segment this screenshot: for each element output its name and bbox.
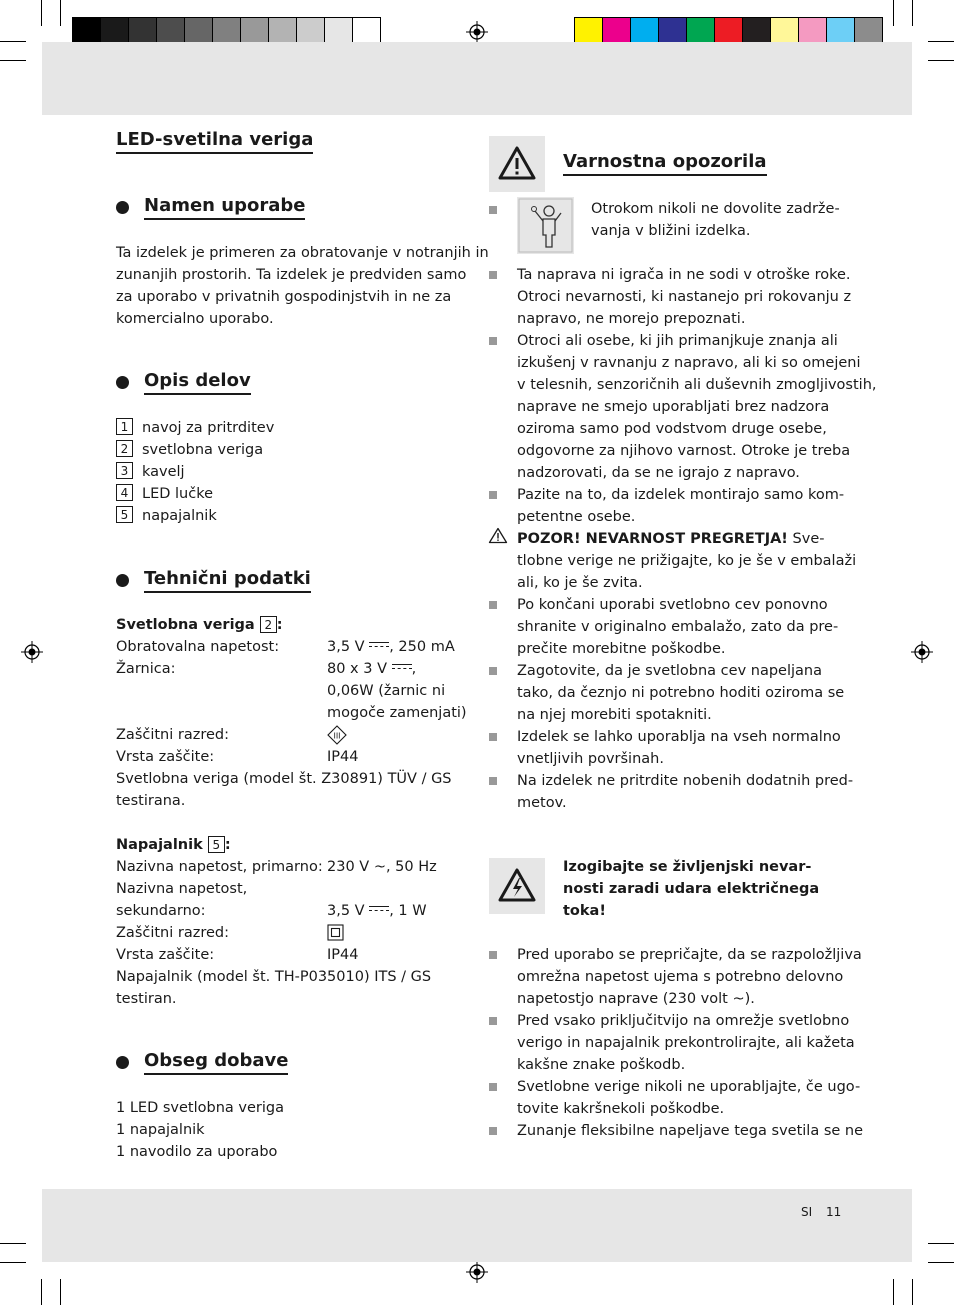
list-item [116, 461, 185, 483]
intended-use-text: zunanjih prostorih. Ta izdelek je predviden samo [116, 267, 467, 283]
safety-text: nadzorovati, da se ne igrajo z napravo. [517, 465, 800, 481]
registration-mark-icon [466, 21, 488, 43]
color-swatch [352, 17, 381, 45]
crop-mark [0, 60, 26, 61]
scope-item: 1 navodilo za uporabo [116, 1144, 278, 1160]
safety-text: Na izdelek ne pritrdite nobenih dodatnih pred- [517, 773, 854, 789]
safety-text: Svetlobne verige nikoli ne uporabljajte, če ugo- [517, 1079, 861, 1095]
electric-warning-icon-box [489, 858, 545, 914]
tech-heading: Tehnični podatki [144, 568, 311, 593]
electric-heading: toka! [563, 903, 606, 919]
footer-language: SI [801, 1205, 813, 1219]
safety-text: odgovorne za njihovo varnost. Otroke je treba [517, 443, 851, 459]
crop-mark [0, 41, 26, 42]
spec-label: Nazivna napetost, [116, 881, 248, 897]
scope-heading: Obseg dobave [144, 1050, 288, 1075]
svg-text:III: III [333, 731, 341, 741]
spec-value: mogoče zamenjati) [327, 705, 467, 721]
part-number: 1 [116, 418, 133, 435]
dc-symbol-icon [369, 641, 389, 649]
electric-heading: Izogibajte se življenjski nevar- [563, 859, 812, 875]
safety-text: Pazite na to, da izdelek montirajo samo kom- [517, 487, 845, 503]
crop-mark [912, 0, 913, 26]
spec-text: Svetlobna veriga (model št. Z30891) TÜV / GS [116, 771, 452, 787]
scope-item: 1 napajalnik [116, 1122, 205, 1138]
safety-text: vnetljivih površinah. [517, 751, 664, 767]
bullet [489, 337, 497, 345]
safety-text: napravo, ne morejo prepoznati. [517, 311, 746, 327]
spec-value: 0,06W (žarnic ni [327, 683, 446, 699]
spec-value: 3,5 V , 250 mA [327, 639, 455, 655]
safety-text: tlobne verige ne prižigajte, ko je še v embalaži [517, 553, 857, 569]
bullet [489, 1083, 497, 1091]
color-swatch [854, 17, 883, 45]
list-item [116, 417, 274, 439]
part-label: navoj za pritrditev [142, 420, 275, 436]
crop-mark [0, 1262, 26, 1263]
safety-text: v telesnih, senzoričnih ali duševnih zmogljivostih, [517, 377, 877, 393]
crop-mark [912, 1279, 913, 1305]
safety-text: Pred uporabo se prepričajte, da se razpoložljiva [517, 947, 862, 963]
spec-value: 230 V ~, 50 Hz [327, 859, 437, 875]
safety-text: ali, ko je še zvita. [517, 575, 643, 591]
part-label: svetlobna veriga [142, 442, 264, 458]
child-warning-text: Otrokom nikoli ne dovolite zadrže- [591, 201, 840, 217]
part-number: 5 [116, 506, 133, 523]
part-number: 5 [208, 836, 225, 853]
spec-label: Žarnica: [116, 661, 176, 677]
list-item [116, 483, 213, 505]
spec-value: 80 x 3 V , [327, 661, 417, 677]
safety-text: Zunanje fleksibilne napeljave tega svetila se ne [517, 1123, 864, 1139]
child-warning-image-box [517, 197, 574, 254]
chain-spec-heading: Svetlobna veriga 2 : [116, 617, 283, 633]
spec-text: Napajalnik (model št. TH-P035010) ITS / GS [116, 969, 432, 985]
safety-text: tovite kakršnekoli poškodbe. [517, 1101, 725, 1117]
child-warning-icon [517, 197, 574, 254]
spec-label: Nazivna napetost, primarno: [116, 859, 323, 875]
safety-text: shranite v originalno embalažo, zato da pre- [517, 619, 839, 635]
dc-symbol-icon [392, 663, 412, 671]
part-number: 3 [116, 462, 133, 479]
crop-mark [893, 0, 894, 26]
crop-mark [928, 41, 954, 42]
color-swatch [72, 17, 101, 45]
safety-text: Zagotovite, da je svetlobna cev napeljana [517, 663, 822, 679]
spec-text: testiran. [116, 991, 177, 1007]
bullet [489, 271, 497, 279]
bullet [489, 601, 497, 609]
page-number: 11 [826, 1205, 842, 1219]
bullet [489, 733, 497, 741]
list-item [116, 439, 263, 461]
section-bullet-icon [116, 201, 129, 214]
safety-text: Po končani uporabi svetlobno cev ponovno [517, 597, 828, 613]
bullet [489, 206, 497, 214]
spec-label: sekundarno: [116, 903, 206, 919]
color-swatch [770, 17, 799, 45]
crop-mark [60, 1279, 61, 1305]
spec-value: 3,5 V , 1 W [327, 903, 427, 919]
bullet [489, 1127, 497, 1135]
color-swatch [714, 17, 743, 45]
footer-band [42, 1189, 912, 1262]
registration-mark-icon [466, 1261, 488, 1283]
color-swatch [296, 17, 325, 45]
color-swatch [826, 17, 855, 45]
safety-text: petentne osebe. [517, 509, 636, 525]
crop-mark [0, 1243, 26, 1244]
color-swatch [658, 17, 687, 45]
crop-mark [41, 1279, 42, 1305]
color-swatch [184, 17, 213, 45]
intended-use-text: Ta izdelek je primeren za obratovanje v notranjih in [116, 245, 489, 261]
safety-text: prečite morebitne poškodbe. [517, 641, 726, 657]
protection-class-ii-icon [327, 924, 344, 941]
part-label: kavelj [142, 464, 185, 480]
safety-text: kakšne znake poškodb. [517, 1057, 686, 1073]
scope-item: 1 LED svetlobna veriga [116, 1100, 284, 1116]
electric-heading: nosti zaradi udara električnega [563, 881, 820, 897]
safety-text: na njej morebiti spotakniti. [517, 707, 712, 723]
safety-text: Pred vsako priključitvijo na omrežje svetlobno [517, 1013, 850, 1029]
part-label: napajalnik [142, 508, 217, 524]
electric-shock-icon [489, 858, 545, 914]
safety-text: tako, da čeznjo ni potrebno hoditi oziroma se [517, 685, 845, 701]
spec-value: IP44 [327, 947, 359, 963]
spec-label: Zaščitni razred: [116, 727, 229, 743]
registration-mark-icon [21, 641, 43, 663]
safety-text: Otroci nevarnosti, ki nastanejo pri rokovanju z [517, 289, 852, 305]
color-swatch [574, 17, 603, 45]
safety-heading: Varnostna opozorila [563, 151, 767, 176]
crop-mark [928, 1262, 954, 1263]
safety-text: metov. [517, 795, 567, 811]
color-swatch [268, 17, 297, 45]
bullet [489, 777, 497, 785]
safety-text: naprave ne smejo uporabljati brez nadzora [517, 399, 830, 415]
section-bullet-icon [116, 574, 129, 587]
color-swatch [602, 17, 631, 45]
header-band [42, 42, 912, 115]
overheat-warning: POZOR! NEVARNOST PREGRETJA! Sve- [517, 531, 825, 547]
safety-text: Otroci ali osebe, ki jih primanjkuje znanja ali [517, 333, 838, 349]
spec-label: Obratovalna napetost: [116, 639, 280, 655]
warning-icon-box [489, 136, 545, 192]
child-warning-text: vanja v bližini izdelka. [591, 223, 751, 239]
color-swatch [156, 17, 185, 45]
spec-label: Zaščitni razred: [116, 925, 229, 941]
section-bullet-icon [116, 1056, 129, 1069]
color-swatch [100, 17, 129, 45]
safety-text: izkušenj v ravnanju z napravo, ali ki so omejeni [517, 355, 861, 371]
safety-text: omrežna napetost ujema s potrebno delovno [517, 969, 844, 985]
part-number: 2 [116, 440, 133, 457]
list-item [116, 505, 217, 527]
intended-use-heading: Namen uporabe [144, 195, 305, 220]
crop-mark [60, 0, 61, 26]
safety-text: verigo in napajalnik prekontrolirajte, ali kažeta [517, 1035, 855, 1051]
intended-use-text: za uporabo v privatnih gospodinjstvih in ne za [116, 289, 452, 305]
bullet [489, 951, 497, 959]
color-swatch [742, 17, 771, 45]
safety-text: Izdelek se lahko uporablja na vseh normalno [517, 729, 841, 745]
safety-text: oziroma samo pod vodstvom druge osebe, [517, 421, 827, 437]
registration-mark-icon [911, 641, 933, 663]
spec-text: testirana. [116, 793, 186, 809]
color-swatch [128, 17, 157, 45]
warning-triangle-icon [488, 527, 508, 544]
color-swatch [324, 17, 353, 45]
parts-heading: Opis delov [144, 370, 251, 395]
section-bullet-icon [116, 376, 129, 389]
part-number: 4 [116, 484, 133, 501]
crop-mark [893, 1279, 894, 1305]
spec-label: Vrsta zaščite: [116, 749, 215, 765]
page-title: LED-svetilna veriga [116, 129, 313, 154]
warning-triangle-icon [489, 136, 545, 192]
intended-use-text: komercialno uporabo. [116, 311, 274, 327]
protection-class-iii-icon [327, 725, 347, 745]
crop-mark [928, 60, 954, 61]
safety-text: Ta naprava ni igrača in ne sodi v otroške roke. [517, 267, 851, 283]
color-swatch [798, 17, 827, 45]
color-swatch [212, 17, 241, 45]
part-number: 2 [260, 616, 277, 633]
bullet [489, 491, 497, 499]
spec-value: IP44 [327, 749, 359, 765]
color-swatch [630, 17, 659, 45]
adapter-spec-heading: Napajalnik 5 : [116, 837, 231, 853]
bullet [489, 1017, 497, 1025]
color-swatch [240, 17, 269, 45]
safety-text: napetostjo naprave (230 volt ~). [517, 991, 755, 1007]
bullet [489, 667, 497, 675]
crop-mark [928, 1243, 954, 1244]
dc-symbol-icon [369, 905, 389, 913]
color-swatch [686, 17, 715, 45]
part-label: LED lučke [142, 486, 214, 502]
crop-mark [41, 0, 42, 26]
spec-label: Vrsta zaščite: [116, 947, 215, 963]
